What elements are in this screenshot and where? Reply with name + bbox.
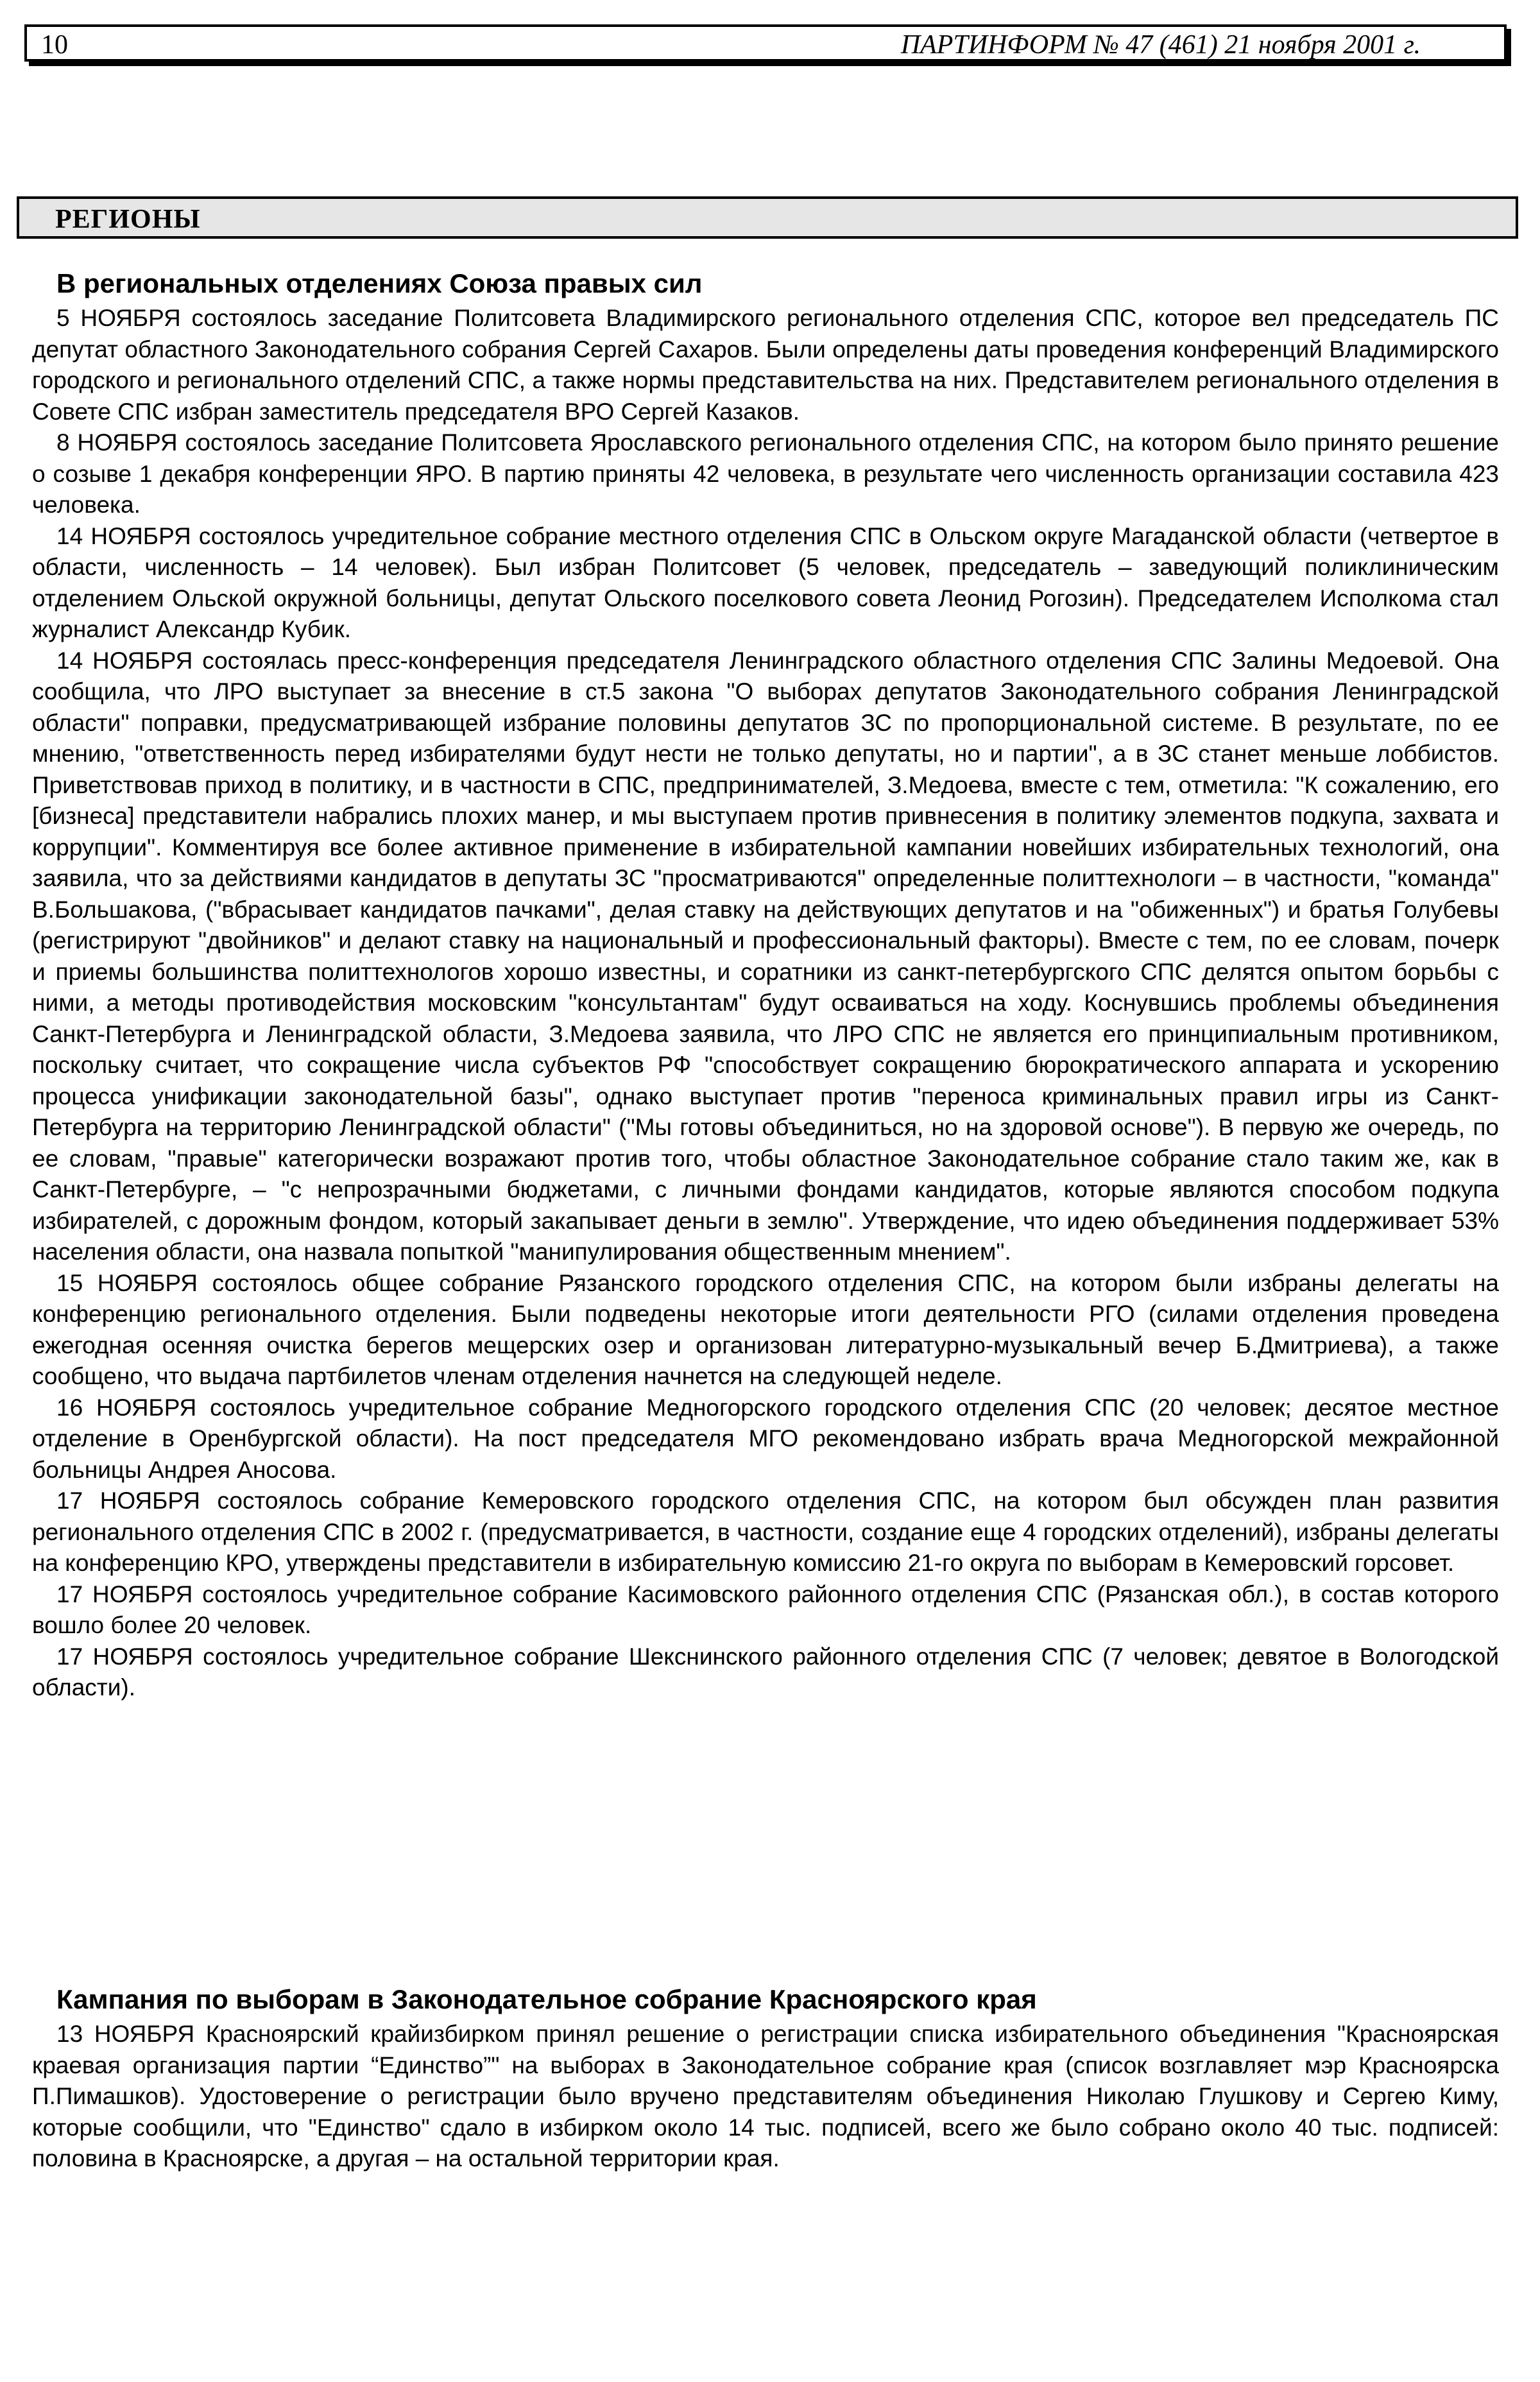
article-paragraph: 17 НОЯБРЯ состоялось собрание Кемеровского городского отделения СПС, на котором был обсужден план развития регионального отделения СПС в 2002 г. (предусматривается, в частности, создание еще 4 городских отделений), избраны делегаты на конференцию КРО, утверждены представители в избирательную комиссию 21-го округа по выборам в Кемеровский горсовет. bbox=[32, 1487, 1499, 1576]
article-paragraph: 15 НОЯБРЯ состоялось общее собрание Рязанского городского отделения СПС, на котором были избраны делегаты на конференцию регионального отделения. Были подведены некоторые итоги деятельности РГО (силами отделения проведена ежегодная осенняя очистка берегов мещерских озер и организован литературно-музыкальный вечер Б.Дмитриева), а также сообщено, что выдача партбилетов членам отделения начнется на следующей неделе. bbox=[32, 1269, 1499, 1389]
page-header bbox=[24, 24, 1507, 62]
issue-line: ПАРТИНФОРМ № 47 (461) 21 ноября 2001 г. bbox=[900, 30, 1421, 60]
article-krasnoyarsk-campaign bbox=[32, 1983, 1499, 2175]
article-regional-branches bbox=[32, 267, 1499, 1704]
article-paragraph: 17 НОЯБРЯ состоялось учредительное собрание Шекснинского районного отделения СПС (7 человек; девятое в Вологодской области). bbox=[32, 1643, 1499, 1701]
article-title: Кампания по выборам в Законодательное собрание Красноярского края bbox=[56, 1984, 1037, 2014]
page-number: 10 bbox=[41, 30, 68, 60]
section-bar bbox=[17, 196, 1518, 239]
article-paragraph: 16 НОЯБРЯ состоялось учредительное собрание Медногорского городского отделения СПС (20 человек; десятое местное отделение в Оренбургской области). На пост председателя МГО рекомендовано избрать врача Медногорской межрайонной больницы Андрея Аносова. bbox=[32, 1394, 1499, 1483]
article-paragraph: 13 НОЯБРЯ Красноярский крайизбирком принял решение о регистрации списка избирательного объединения "Красноярская краевая организация партии “Единство”" на выборах в Законодательное собрание края (список возглавляет мэр Красноярска П.Пимашков). Удостоверение о регистрации было вручено представителям объединения Николаю Глушкову и Сергею Киму, которые сообщили, что "Единство" сдало в избирком около 14 тыс. подписей, всего же было собрано около 40 тыс. подписей: половина в Красноярске, а другая – на остальной территории края. bbox=[32, 2021, 1499, 2172]
article-paragraph: 14 НОЯБРЯ состоялась пресс-конференция председателя Ленинградского областного отделения СПС Залины Медоевой. Она сообщила, что ЛРО выступает за внесение в ст.5 закона "О выборах депутатов Законодательного собрания Ленинградской области" поправки, предусматривающей избрание половины депутатов ЗС по пропорциональной системе. В результате, по ее мнению, "ответственность перед избирателями будут нести не только депутаты, но и партии", а в ЗС станет меньше лоббистов. Приветствовав приход в политику, и в частности в СПС, предпринимателей, З.Медоева, вместе с тем, отметила: "К сожалению, его [бизнеса] представители набрались плохих манер, и мы выступаем против привнесения в политику элементов подкупа, захвата и коррупции". Комментируя все более активное применение в избирательной кампании новейших избирательных технологий, она заявила, что за действиями кандидатов в депутаты ЗС "просматриваются" определенные политтехнологи – в частности, "команда" В.Большакова, ("вбрасывает кандидатов пачками", делая ставку на действующих депутатов и на "обиженных") и братья Голубевы (регистрируют "двойников" и делают ставку на национальный и профессиональный факторы). Вместе с тем, по ее словам, почерк и приемы большинства политтехнологов хорошо известны, и соратники из санкт-петербургского СПС делятся опытом борьбы с ними, а методы противодействия московским "консультантам" будут осваиваться на ходу. Коснувшись проблемы объединения Санкт-Петербурга и Ленинградской области, З.Медоева заявила, что ЛРО СПС не является его принципиальным противником, поскольку считает, что сокращение числа субъектов РФ "способствует сокращению бюрократического аппарата и ускорению процесса унификации законодательной базы", однако выступает против "переноса криминальных правил игры из Санкт-Петербурга на территорию Ленинградской области" ("Мы готовы объединиться, но на здоровой основе"). В первую же очередь, по ее словам, "правые" категорически возражают против того, чтобы областное Законодательное собрание стало таким же, как в Санкт-Петербурге, – "с непрозрачными бюджетами, с личными фондами кандидатов, которые являются способом подкупа избирателей, с дорожным фондом, который закапывает деньги в землю". Утверждение, что идею объединения поддерживает 53% населения области, она назвала попыткой "манипулирования общественным мнением". bbox=[32, 647, 1499, 1265]
article-paragraph: 14 НОЯБРЯ состоялось учредительное собрание местного отделения СПС в Ольском округе Магаданской области (четвертое в области, численность – 14 человек). Был избран Политсовет (5 человек, председатель – заведующий поликлиническим отделением Ольской окружной больницы, депутат Ольского поселкового совета Леонид Рогозин). Председателем Исполкома стал журналист Александр Кубик. bbox=[32, 522, 1499, 642]
article-title: В региональных отделениях Союза правых сил bbox=[56, 268, 703, 298]
article-paragraph: 17 НОЯБРЯ состоялось учредительное собрание Касимовского районного отделения СПС (Рязанская обл.), в состав которого вошло более 20 человек. bbox=[32, 1581, 1499, 1638]
article-paragraph: 8 НОЯБРЯ состоялось заседание Политсовета Ярославского регионального отделения СПС, на котором было принято решение о созыве 1 декабря конференции ЯРО. В партию приняты 42 человека, в результате чего численность организации составила 423 человека. bbox=[32, 429, 1499, 518]
article-paragraph: 5 НОЯБРЯ состоялось заседание Политсовета Владимирского регионального отделения СПС, которое вел председатель ПС депутат областного Законодательного собрания Сергей Сахаров. Были определены даты проведения конференций Владимирского городского и регионального отделений СПС, а также нормы представительства на них. Представителем регионального отделения в Совете СПС избран заместитель председателя ВРО Сергей Казаков. bbox=[32, 305, 1499, 425]
section-title: РЕГИОНЫ bbox=[55, 205, 201, 234]
